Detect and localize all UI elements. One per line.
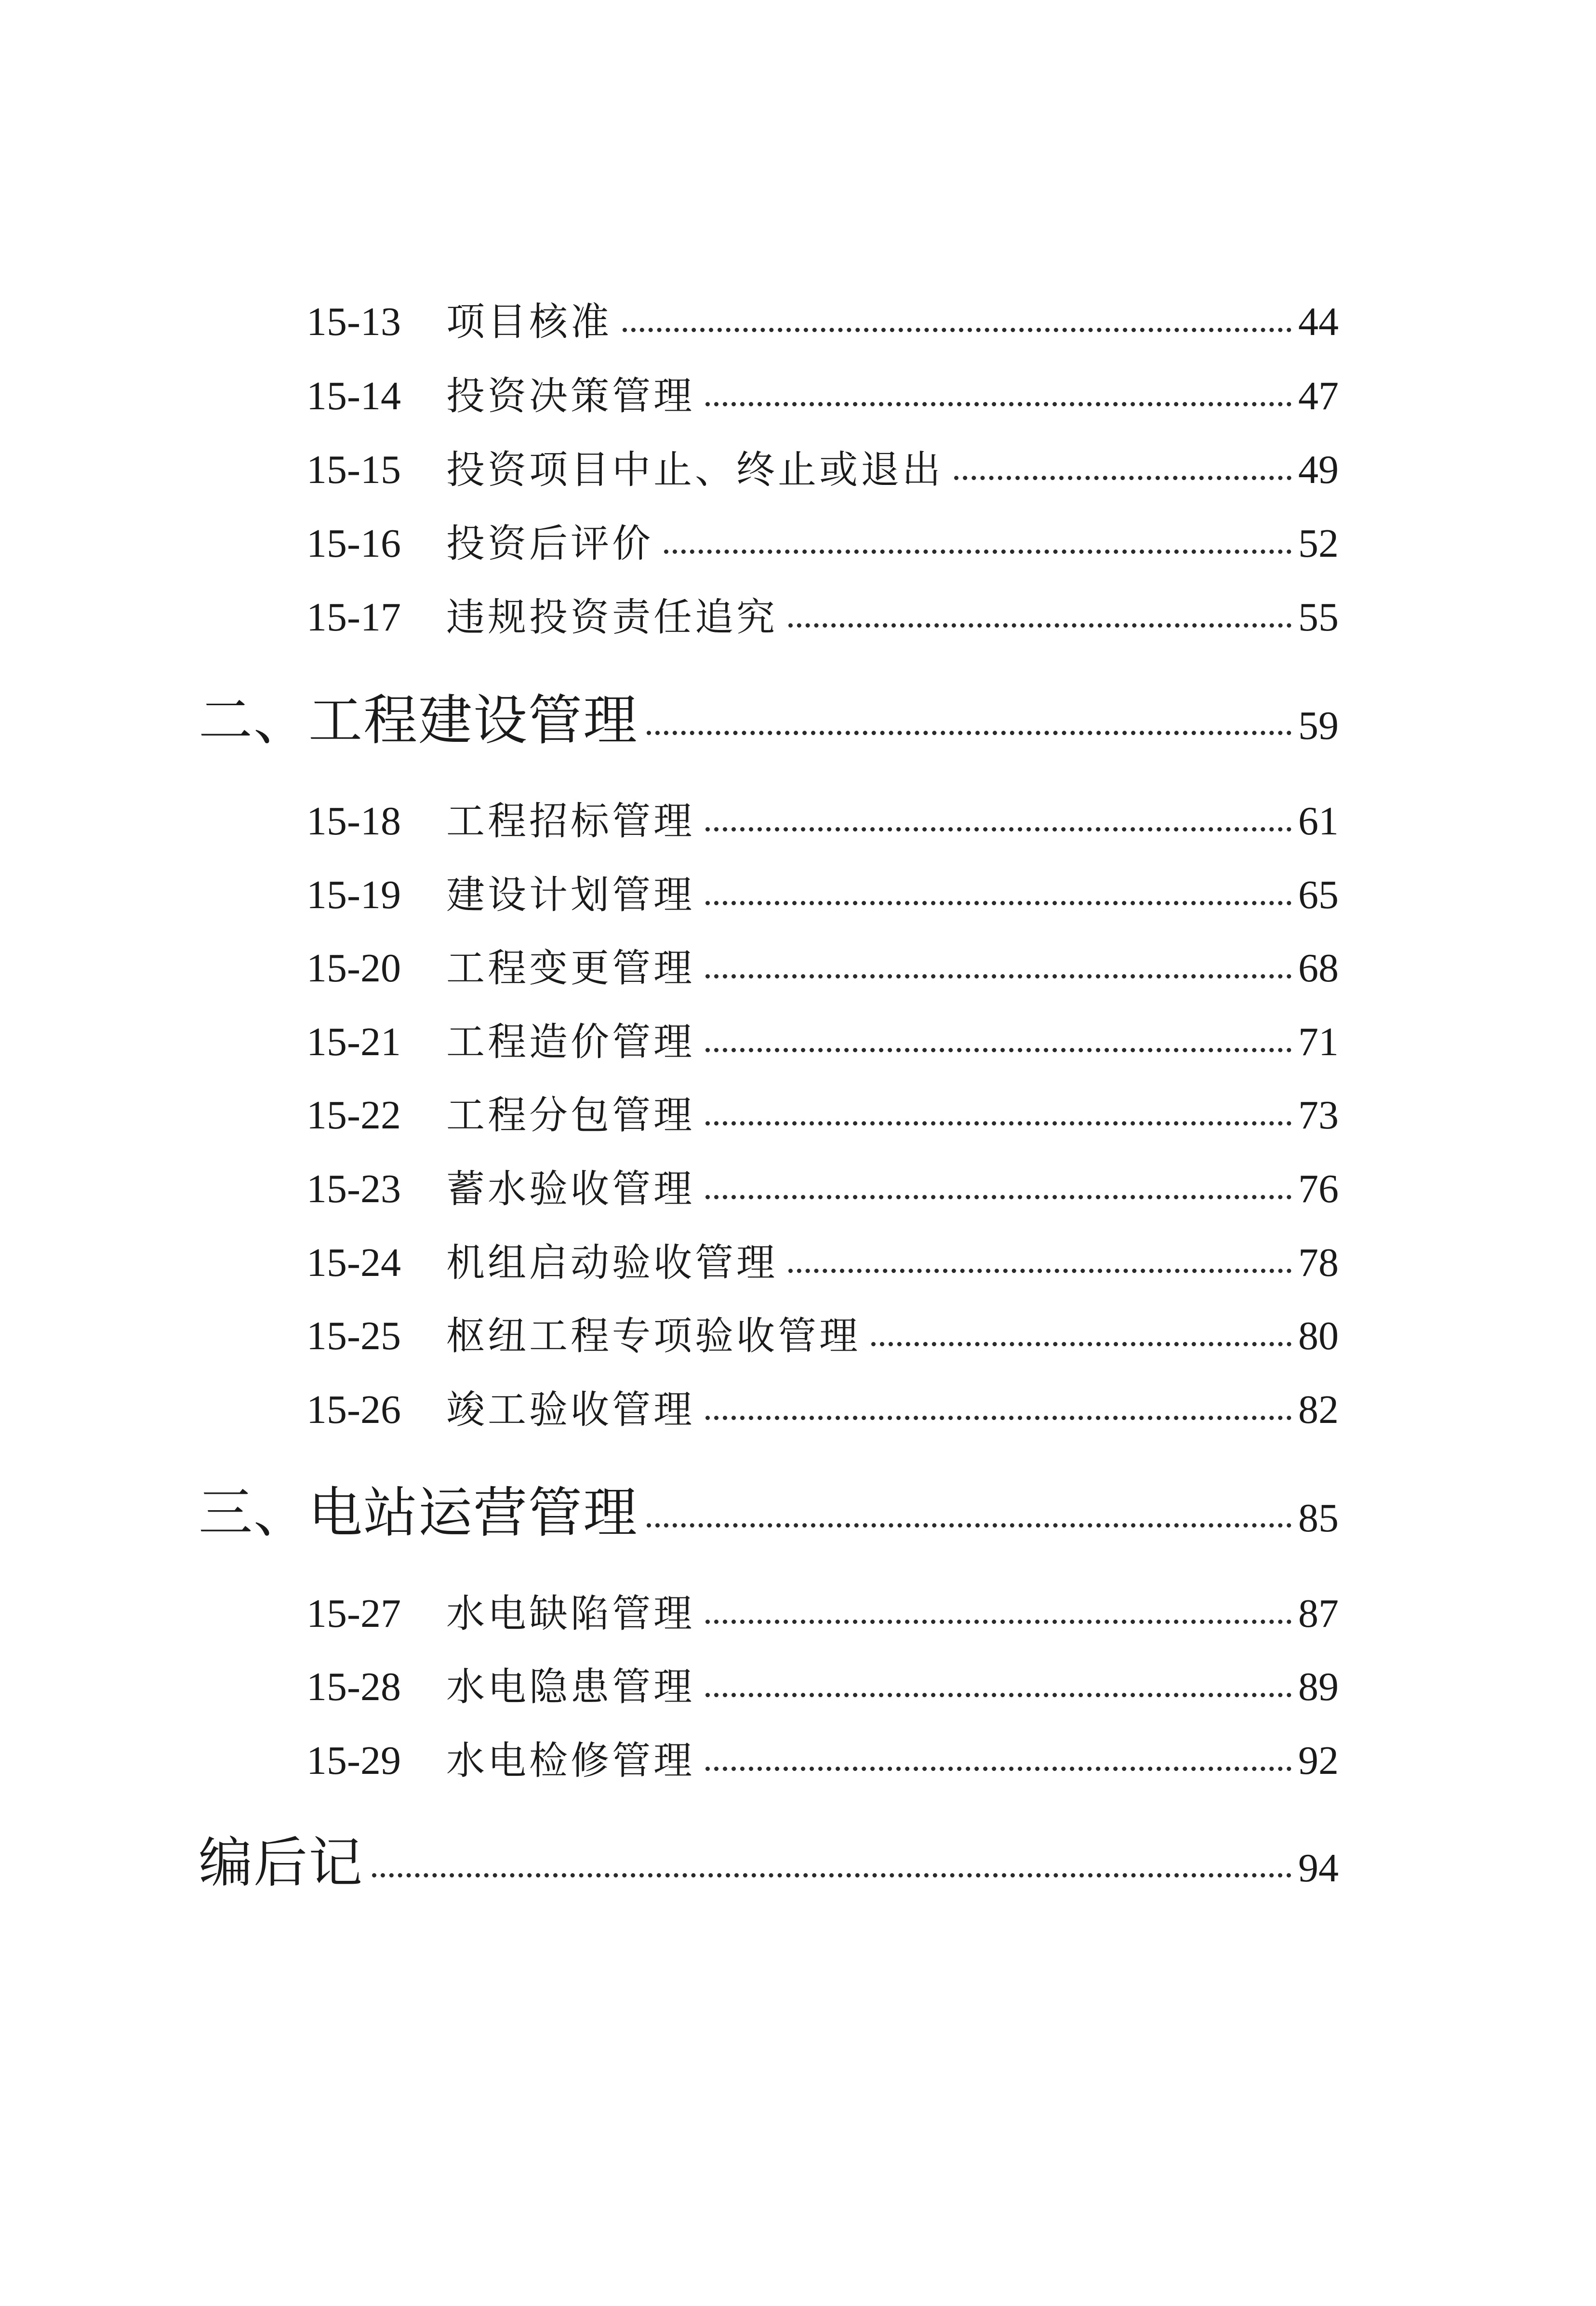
section-title: 编后记 — [199, 1832, 363, 1894]
dot-leader — [664, 550, 1291, 554]
entry-page-number: 52 — [1298, 521, 1339, 566]
entry-title: 工程招标管理 — [446, 799, 695, 844]
dot-leader — [705, 974, 1291, 979]
entry-number: 15-20 — [306, 946, 401, 991]
entry-page-number: 55 — [1298, 595, 1339, 640]
entry-title: 机组启动验收管理 — [446, 1240, 778, 1285]
section-title: 二、工程建设管理 — [199, 689, 638, 752]
section-page-number: 94 — [1298, 1846, 1339, 1890]
dot-leader — [705, 1048, 1291, 1052]
dot-leader — [788, 623, 1291, 628]
entry-number: 15-28 — [306, 1664, 401, 1709]
dot-leader — [372, 1873, 1291, 1877]
dot-leader — [705, 1767, 1291, 1771]
entry-page-number: 73 — [1298, 1093, 1339, 1138]
toc-entry-15-21[interactable] — [306, 1013, 1339, 1071]
entry-number: 15-18 — [306, 799, 401, 844]
entry-number: 15-19 — [306, 872, 401, 917]
toc-entry-15-24[interactable] — [306, 1234, 1339, 1292]
entry-title: 水电缺陷管理 — [446, 1591, 695, 1636]
entry-number: 15-16 — [306, 521, 401, 566]
toc-section-engineering-construction[interactable] — [199, 684, 1339, 757]
entry-title: 投资决策管理 — [446, 374, 695, 418]
entry-number: 15-14 — [306, 374, 401, 418]
entry-page-number: 92 — [1298, 1738, 1339, 1783]
dot-leader — [705, 1416, 1291, 1420]
entry-page-number: 89 — [1298, 1664, 1339, 1709]
entry-page-number: 87 — [1298, 1591, 1339, 1636]
entry-number: 15-27 — [306, 1591, 401, 1636]
entry-title: 工程造价管理 — [446, 1019, 695, 1064]
section-page-number: 85 — [1298, 1496, 1339, 1541]
entry-page-number: 71 — [1298, 1019, 1339, 1064]
entry-title: 枢纽工程专项验收管理 — [446, 1314, 861, 1358]
entry-number: 15-23 — [306, 1166, 401, 1211]
toc-section-afterword[interactable] — [199, 1827, 1339, 1899]
entry-number: 15-15 — [306, 447, 401, 492]
entry-title: 工程分包管理 — [446, 1093, 695, 1138]
section-title: 三、电站运营管理 — [199, 1482, 638, 1544]
toc-entry-15-29[interactable] — [306, 1732, 1339, 1790]
entry-page-number: 82 — [1298, 1387, 1339, 1432]
entry-page-number: 80 — [1298, 1314, 1339, 1358]
toc-entry-15-13[interactable] — [306, 293, 1339, 351]
dot-leader — [705, 827, 1291, 831]
toc-entry-15-27[interactable] — [306, 1585, 1339, 1643]
toc-entry-15-23[interactable] — [306, 1160, 1339, 1218]
entry-page-number: 65 — [1298, 872, 1339, 917]
entry-page-number: 76 — [1298, 1166, 1339, 1211]
dot-leader — [705, 1620, 1291, 1624]
toc-entry-15-14[interactable] — [306, 367, 1339, 425]
dot-leader — [871, 1342, 1291, 1346]
entry-page-number: 47 — [1298, 374, 1339, 418]
entry-title: 水电隐患管理 — [446, 1664, 695, 1709]
toc-entry-15-25[interactable] — [306, 1307, 1339, 1365]
entry-page-number: 49 — [1298, 447, 1339, 492]
entry-title: 项目核准 — [446, 299, 612, 344]
toc-entry-15-22[interactable] — [306, 1086, 1339, 1144]
entry-title: 建设计划管理 — [446, 872, 695, 917]
toc-entry-15-16[interactable] — [306, 515, 1339, 573]
entry-title: 蓄水验收管理 — [446, 1166, 695, 1211]
toc-entry-15-26[interactable] — [306, 1381, 1339, 1439]
dot-leader — [705, 901, 1291, 905]
dot-leader — [788, 1269, 1291, 1273]
entry-number: 15-17 — [306, 595, 401, 640]
entry-title: 水电检修管理 — [446, 1738, 695, 1783]
toc-entry-15-15[interactable] — [306, 441, 1339, 499]
dot-leader — [705, 1121, 1291, 1126]
toc-section-station-operation[interactable] — [199, 1477, 1339, 1549]
dot-leader — [705, 402, 1291, 406]
entry-number: 15-26 — [306, 1387, 401, 1432]
entry-number: 15-29 — [306, 1738, 401, 1783]
entry-number: 15-24 — [306, 1240, 401, 1285]
toc-entry-15-19[interactable] — [306, 866, 1339, 924]
dot-leader — [954, 476, 1291, 480]
toc-entry-15-20[interactable] — [306, 939, 1339, 997]
entry-page-number: 68 — [1298, 946, 1339, 991]
entry-number: 15-22 — [306, 1093, 401, 1138]
entry-title: 投资后评价 — [446, 521, 653, 566]
entry-number: 15-25 — [306, 1314, 401, 1358]
dot-leader — [647, 1523, 1291, 1528]
entry-number: 15-21 — [306, 1019, 401, 1064]
entry-title: 违规投资责任追究 — [446, 595, 778, 640]
dot-leader — [623, 328, 1291, 332]
dot-leader — [647, 731, 1291, 735]
toc-entry-15-17[interactable] — [306, 589, 1339, 646]
toc-entry-15-18[interactable] — [306, 792, 1339, 850]
entry-title: 工程变更管理 — [446, 946, 695, 991]
dot-leader — [705, 1195, 1291, 1199]
section-page-number: 59 — [1298, 703, 1339, 748]
dot-leader — [705, 1693, 1291, 1697]
entry-title: 竣工验收管理 — [446, 1387, 695, 1432]
entry-page-number: 44 — [1298, 299, 1339, 344]
toc-entry-15-28[interactable] — [306, 1658, 1339, 1716]
entry-page-number: 78 — [1298, 1240, 1339, 1285]
entry-page-number: 61 — [1298, 799, 1339, 844]
entry-number: 15-13 — [306, 299, 401, 344]
entry-title: 投资项目中止、终止或退出 — [446, 447, 944, 492]
